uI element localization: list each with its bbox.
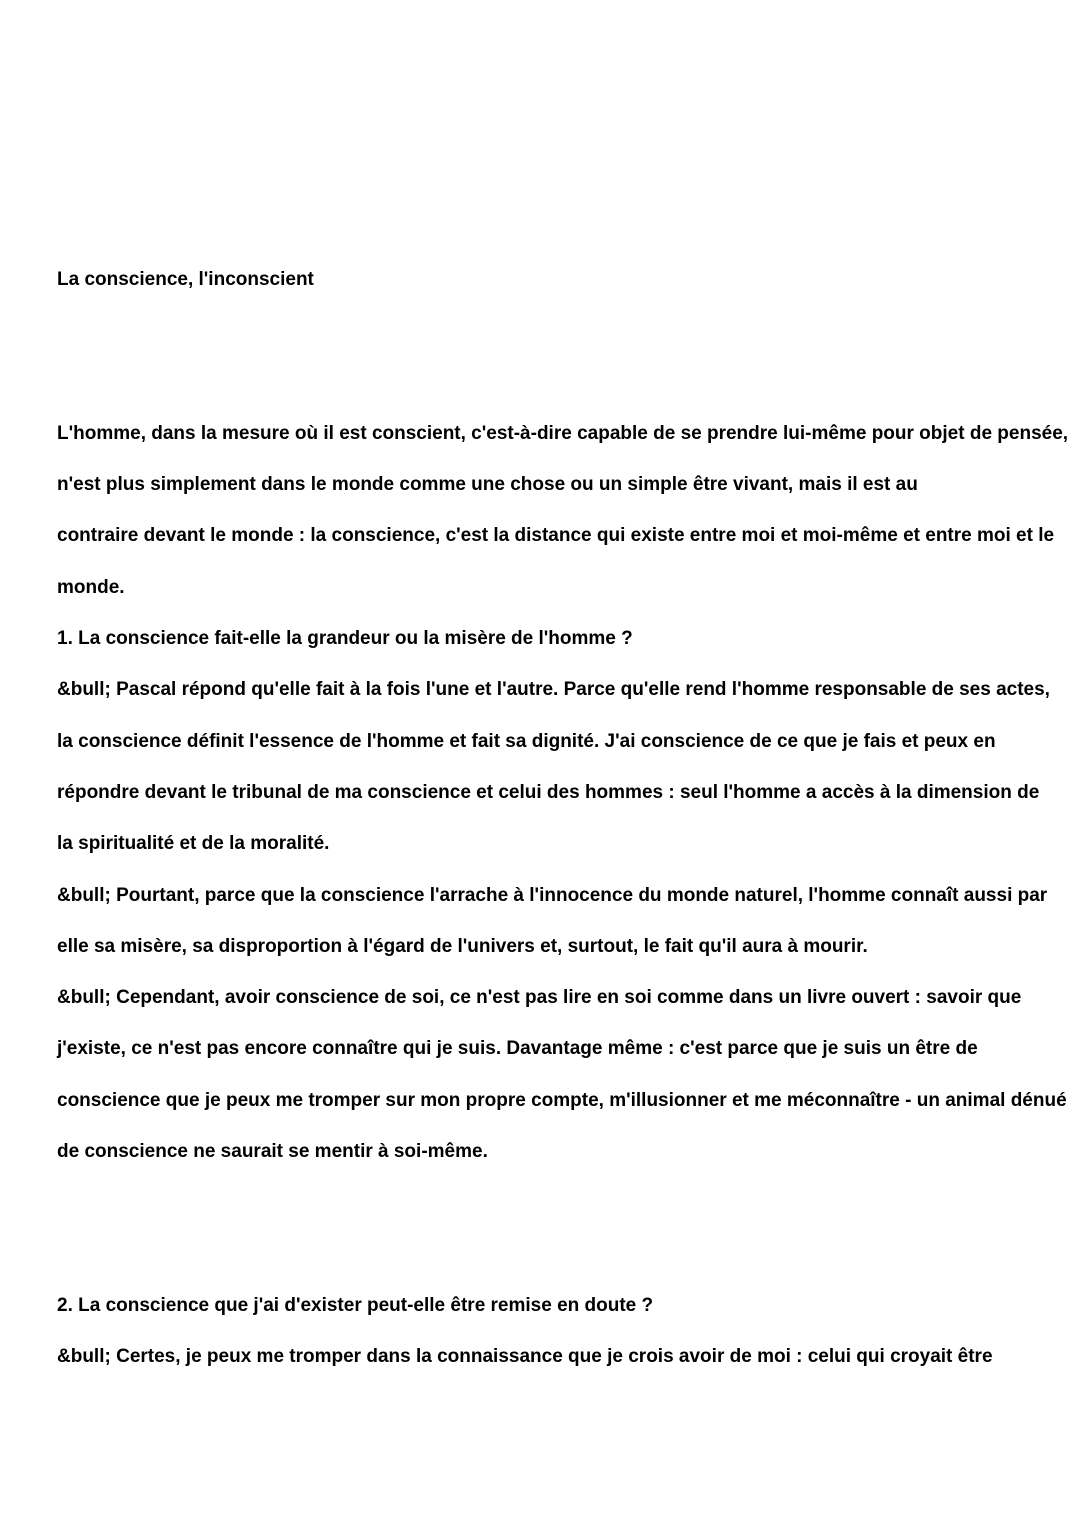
bullet-line: répondre devant le tribunal de ma conscience et celui des hommes : seul l'homme a accès à la dimension de	[57, 781, 1040, 803]
bullet-line: &bull; Certes, je peux me tromper dans la connaissance que je crois avoir de moi : celui qui croyait être	[57, 1346, 993, 1368]
bullet-line: j'existe, ce n'est pas encore connaître qui je suis. Davantage même : c'est parce que je suis un être de	[57, 1038, 978, 1060]
section-1-bullet-2	[57, 870, 1048, 973]
intro-line: L'homme, dans la mesure où il est conscient, c'est-à-dire capable de se prendre lui-même pour objet de pensée,	[57, 422, 1069, 444]
bullet-line: la spiritualité et de la moralité.	[57, 833, 330, 855]
bullet-line: &bull; Pascal répond qu'elle fait à la fois l'une et l'autre. Parce qu'elle rend l'homme responsable de ses actes,	[57, 679, 1050, 701]
bullet-line: de conscience ne saurait se mentir à soi-même.	[57, 1141, 488, 1163]
section-1	[57, 613, 1067, 1177]
intro-line: contraire devant le monde : la conscience, c'est la distance qui existe entre moi et moi-même et entre moi et le	[57, 525, 1055, 547]
section-1-bullet-1	[57, 664, 1050, 869]
bullet-line: la conscience définit l'essence de l'homme et fait sa dignité. J'ai conscience de ce que je fais et peux en	[57, 730, 996, 752]
intro-line: n'est plus simplement dans le monde comme une chose ou un simple être vivant, mais il est au	[57, 474, 918, 496]
section-2-heading: 2. La conscience que j'ai d'exister peut-elle être remise en doute ?	[57, 1294, 654, 1316]
section-1-bullet-3	[57, 972, 1067, 1177]
section-1-heading: 1. La conscience fait-elle la grandeur ou la misère de l'homme ?	[57, 628, 633, 650]
intro-line: monde.	[57, 576, 125, 598]
section-2	[57, 1280, 1035, 1383]
intro-paragraph	[57, 408, 1069, 613]
document-title: La conscience, l'inconscient	[57, 269, 314, 290]
bullet-line: &bull; Pourtant, parce que la conscience l'arrache à l'innocence du monde naturel, l'homme connaît aussi par	[57, 884, 1048, 906]
bullet-line: conscience que je peux me tromper sur mon propre compte, m'illusionner et me méconnaître - un animal dénué	[57, 1089, 1067, 1111]
bullet-line: elle sa misère, sa disproportion à l'égard de l'univers et, surtout, le fait qu'il aura à mourir.	[57, 935, 868, 957]
section-2-bullet-1	[57, 1331, 1035, 1382]
bullet-line: &bull; Cependant, avoir conscience de soi, ce n'est pas lire en soi comme dans un livre ouvert : savoir que	[57, 987, 1022, 1009]
